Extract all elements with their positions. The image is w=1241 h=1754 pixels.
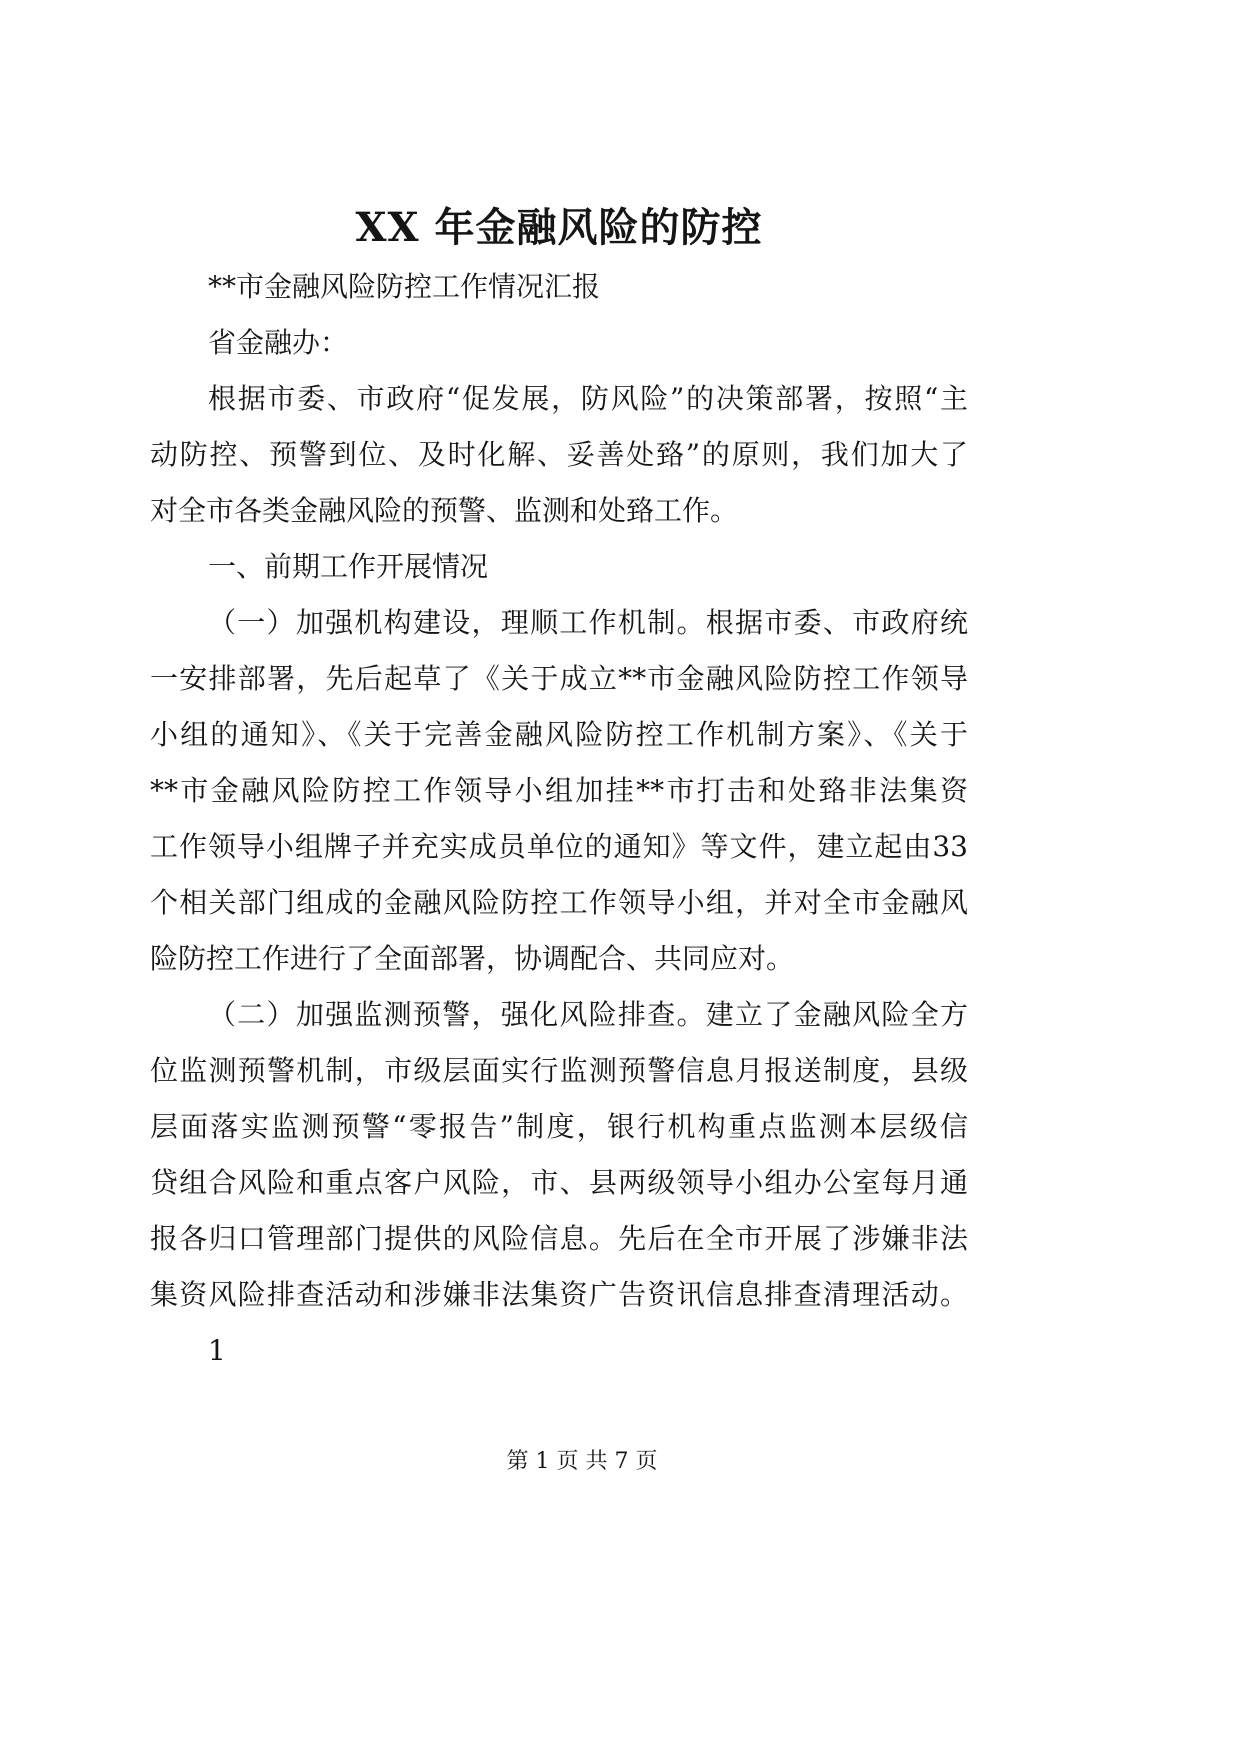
paragraph-line: （二）加强监测预警，强化风险排查。建立了金融风险全方 (208, 998, 968, 1031)
salutation: 省金融办： (208, 326, 349, 359)
paragraph-line: 小组的通知》、《关于完善金融风险防控工作机制方案》、《关于 (150, 718, 968, 751)
paragraph-line: 对全市各类金融风险的预警、监测和处臵工作。 (150, 494, 739, 527)
paragraph-line: 层面落实监测预警“零报告”制度，银行机构重点监测本层级信 (150, 1110, 968, 1143)
paragraph-line: 根据市委、市政府“促发展，防风险”的决策部署，按照“主 (208, 382, 968, 415)
paragraph-line: 工作领导小组牌子并充实成员单位的通知》等文件，建立起由33 (150, 830, 968, 863)
paragraph-line: 位监测预警机制，市级层面实行监测预警信息月报送制度，县级 (150, 1054, 968, 1087)
document-body (150, 259, 968, 1379)
paragraph-line: 个相关部门组成的金融风险防控工作领导小组，并对全市金融风 (150, 886, 968, 919)
paragraph-line: 一安排部署，先后起草了《关于成立**市金融风险防控工作领导 (150, 662, 968, 695)
paragraph-line: 集资风险排查活动和涉嫌非法集资广告资讯信息排查清理活动。 (150, 1278, 968, 1311)
page-number: 1 (208, 1334, 226, 1367)
paragraph-line: 报各归口管理部门提供的风险信息。先后在全市开展了涉嫌非法 (150, 1222, 968, 1255)
paragraph-line: （一）加强机构建设，理顺工作机制。根据市委、市政府统 (208, 606, 968, 639)
page-footer: 第 1 页 共 7 页 (506, 1449, 658, 1474)
paragraph-line: 动防控、预警到位、及时化解、妥善处臵”的原则，我们加大了 (150, 438, 968, 471)
document-title: XX 年金融风险的防控 (355, 204, 763, 251)
paragraph-line: 险防控工作进行了全面部署，协调配合、共同应对。 (150, 942, 795, 975)
report-heading: **市金融风险防控工作情况汇报 (208, 270, 601, 303)
paragraph-line: 贷组合风险和重点客户风险，市、县两级领导小组办公室每月通 (150, 1166, 968, 1199)
paragraph-line: **市金融风险防控工作领导小组加挂**市打击和处臵非法集资 (150, 774, 968, 807)
section-heading: 一、前期工作开展情况 (208, 550, 489, 583)
